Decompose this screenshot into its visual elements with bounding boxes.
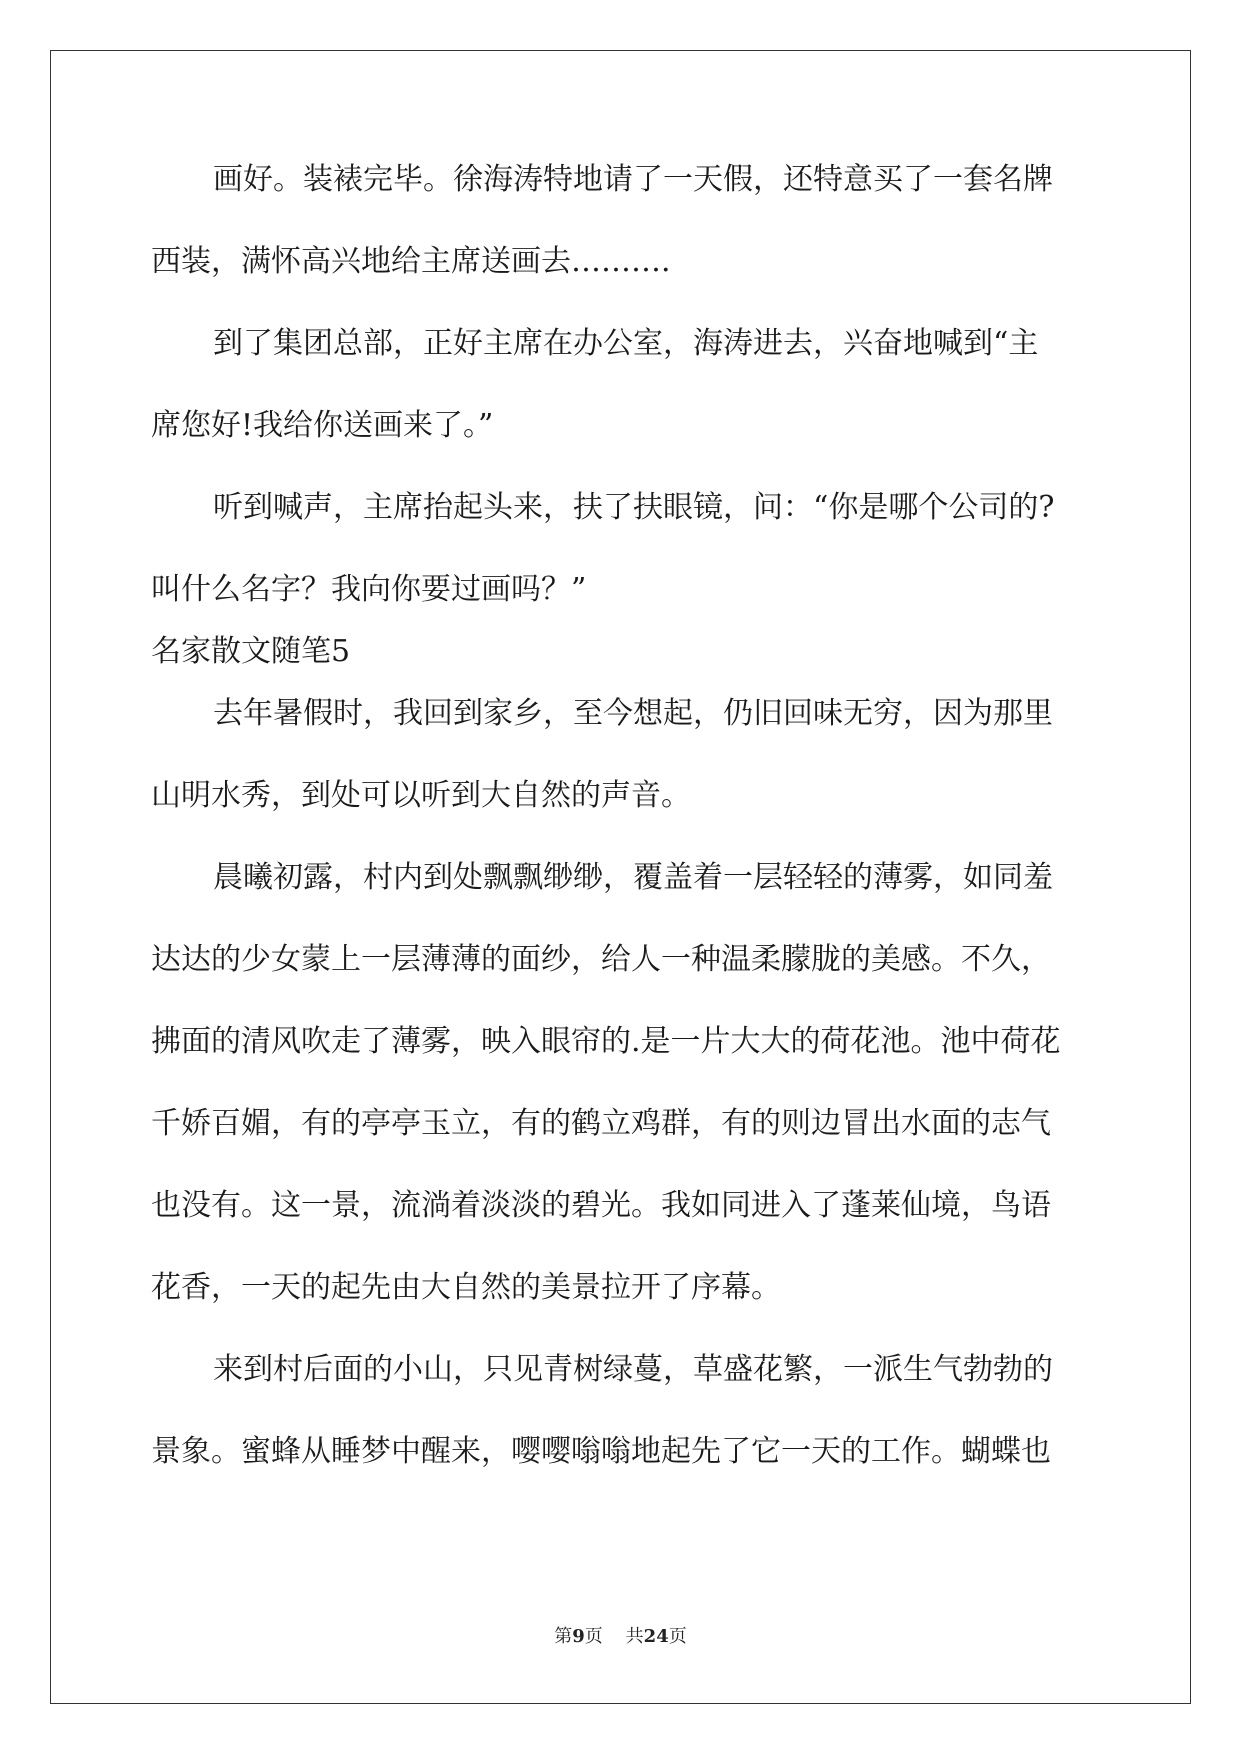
text-line: 到了集团总部，正好主席在办公室，海涛进去，兴奋地喊到“主 [213,326,1039,361]
text-line: 去年暑假时，我回到家乡，至今想起，仍旧回味无穷，因为那里 [213,696,1053,731]
text-line: 来到村后面的小山，只见青树绿蔓，草盛花繁，一派生气勃勃的 [213,1352,1053,1387]
total-suffix: 页 [668,1626,687,1647]
document-body [151,160,1091,1472]
text-line: 画好。装裱完毕。徐海涛特地请了一天假，还特意买了一套名牌 [213,162,1053,197]
text-line: 听到喊声，主席抬起头来，扶了扶眼镜，问：“你是哪个公司的? [213,490,1055,525]
section-title: 名家散文随笔5 [151,634,351,669]
text-line: 山明水秀，到处可以听到大自然的声音。 [151,778,691,813]
text-line: 千娇百媚，有的亭亭玉立，有的鹤立鸡群，有的则边冒出水面的志气 [151,1106,1051,1141]
page-total: 24 [643,1626,669,1647]
text-line: 叫什么名字？我向你要过画吗？” [151,572,587,607]
page-prefix: 第 [554,1626,573,1647]
text-line: 达达的少女蒙上一层薄薄的面纱，给人一种温柔朦胧的美感。不久， [151,942,1051,977]
page-current: 9 [572,1626,585,1647]
page-suffix: 页 [584,1626,603,1647]
text-line: 西装，满怀高兴地给主席送画去………. [151,244,671,279]
page-footer [0,1626,1241,1648]
text-line: 景象。蜜蜂从睡梦中醒来，嘤嘤嗡嗡地起先了它一天的工作。蝴蝶也 [151,1434,1051,1469]
text-line: 拂面的清风吹走了薄雾，映入眼帘的.是一片大大的荷花池。池中荷花 [151,1024,1061,1059]
text-line: 晨曦初露，村内到处飘飘缈缈，覆盖着一层轻轻的薄雾，如同羞 [213,860,1053,895]
text-line: 席您好!我给你送画来了。” [151,408,494,443]
text-line: 花香，一天的起先由大自然的美景拉开了序幕。 [151,1270,781,1305]
total-prefix: 共 [625,1626,644,1647]
text-line: 也没有。这一景，流淌着淡淡的碧光。我如同进入了蓬莱仙境，鸟语 [151,1188,1051,1223]
